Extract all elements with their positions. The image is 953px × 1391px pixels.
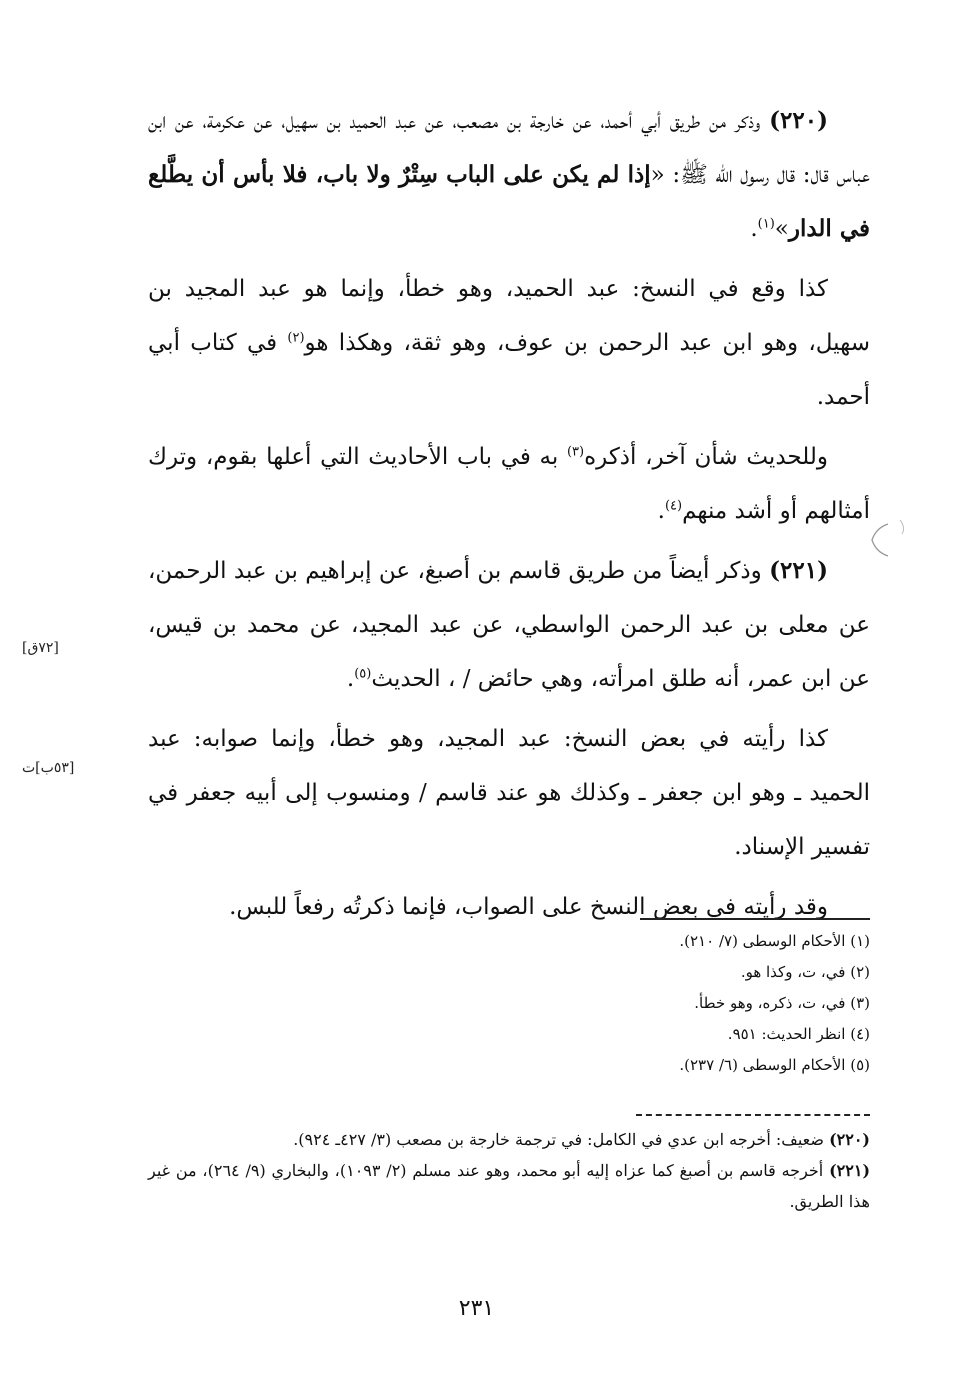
paragraph-text: وللحديث شأن آخر، أذكره — [584, 444, 828, 470]
paragraph-220 — [148, 94, 870, 256]
footnote-item: (٤) انظر الحديث: ٩٥١. — [727, 1025, 870, 1043]
paragraph-text: وقد رأيته في بعض النسخ على الصواب، فإنما ذكرتُه رفعاً للبس. — [229, 894, 828, 920]
commentary-separator — [636, 1114, 870, 1116]
paragraph-note-3 — [148, 712, 870, 874]
hadith-number: (٢٢٠) — [829, 1130, 870, 1149]
paragraph-end: . — [750, 216, 758, 242]
hadith-quote: إذا لم يكن على الباب سِتْرٌ ولا باب، فلا بأس أن يطَّلع في الدار — [148, 161, 870, 242]
margin-note-ms-page: [٥٣ب]ت — [22, 760, 75, 776]
paragraph-text: كذا رأيته في بعض النسخ: عبد المجيد، وهو خطأ، وإنما صوابه: عبد الحميد ـ وهو ابن جعفر ـ وكذلك هو عند قاسم / ومنسوب إلى أبيه جعفر في تفسير الإسناد. — [148, 726, 870, 860]
commentary-item — [148, 1124, 870, 1155]
footnote-ref: (١) — [757, 216, 775, 232]
paragraph-note-1 — [148, 262, 870, 424]
paragraph-text: وذكر من طريق أبي أحمد، عن خارجة بن مصعب، عن عبد الحميد بن سهيل، عن عكرمة، عن ابن عباس قال: قال رسول الله ﷺ: « — [148, 108, 870, 188]
hadith-number: (٢٢١) — [829, 1161, 871, 1180]
paragraph-text: وذكر أيضاً من طريق قاسم بن أصبغ، عن إبراهيم بن عبد الرحمن، عن معلى بن عبد الرحمن الواسطي، عن عبد المجيد، عن محمد بن قيس، عن ابن عمر، أنه طلق امرأته، وهي حائض / ، الحديث — [148, 558, 870, 692]
footnote-ref: (٤) — [664, 498, 683, 514]
paragraph-end: . — [346, 666, 355, 692]
footnote-ref: (٢) — [287, 330, 305, 346]
commentary-item — [148, 1155, 870, 1217]
paragraph-end: . — [657, 498, 665, 524]
hadith-number: (٢٢١) — [769, 557, 828, 584]
footnote-item: (٢) في، ت، وكذا هو. — [740, 963, 870, 981]
page-number: ٢٣١ — [458, 1296, 495, 1321]
main-text — [148, 94, 870, 934]
margin-bracket-mark — [866, 520, 906, 560]
paragraph-text-middle: به في باب الأحاديث التي أعلها بقوم، وترك أمثالهم أو أشد منهم — [148, 444, 870, 524]
footnote-ref: (٣) — [566, 444, 585, 460]
commentary-text: ضعيف: أخرجه ابن عدي في الكامل: في ترجمة خارجة بن مصعب (٣/ ٤٢٧ـ ٩٢٤). — [293, 1130, 830, 1149]
commentary-text: أخرجه قاسم بن أصبغ كما عزاه إليه أبو محمد، وهو عند مسلم (٢/ ١٠٩٣)، والبخاري (٩/ ٢٦٤)، من غير هذا الطريق. — [148, 1161, 870, 1211]
paragraph-text-end: في كتاب أبي أحمد. — [148, 330, 870, 410]
quote-close: » — [774, 216, 789, 242]
footnote-item: (٥) الأحكام الوسطى (٦/ ٢٣٧). — [679, 1056, 870, 1074]
footnotes — [148, 926, 870, 1081]
paragraph-note-2 — [148, 430, 870, 538]
footnote-item: (٣) في، ت، ذكره، وهو خطأ. — [694, 994, 870, 1012]
paragraph-221 — [148, 544, 870, 706]
commentary-notes — [148, 1124, 870, 1217]
footnote-item: (١) الأحكام الوسطى (٧/ ٢١٠). — [679, 932, 870, 950]
margin-note-ms-page: [٧٢ق] — [22, 640, 59, 656]
paragraph-text: كذا وقع في النسخ: عبد الحميد، وهو خطأ، وإنما هو عبد المجيد بن سهيل، وهو ابن عبد الرحمن بن عوف، وهو ثقة، وهكذا هو — [148, 276, 870, 356]
footnote-separator — [640, 918, 870, 920]
hadith-number: (٢٢٠) — [769, 107, 828, 134]
footnote-ref: (٥) — [354, 666, 372, 682]
